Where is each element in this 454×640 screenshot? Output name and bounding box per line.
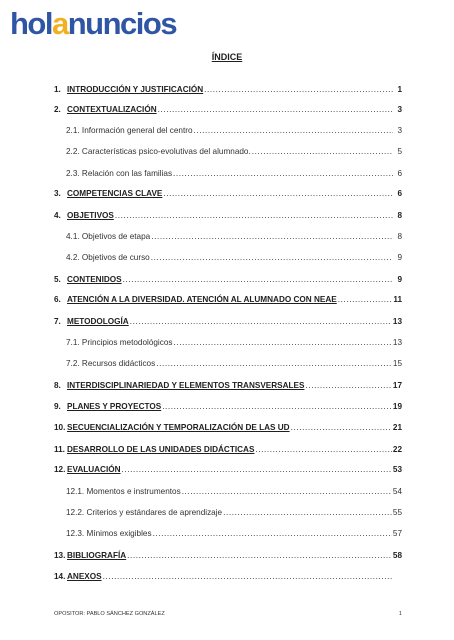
toc-entry-page: 3 — [397, 105, 402, 114]
toc-leader-dots — [162, 401, 392, 412]
toc-entry[interactable] — [54, 294, 402, 305]
toc-entry[interactable] — [54, 464, 402, 475]
toc-entry-page: 13 — [392, 317, 402, 326]
toc-entry-page: 9 — [397, 253, 402, 262]
toc-leader-dots — [163, 188, 393, 199]
toc-leader-dots — [252, 146, 393, 157]
toc-entry[interactable] — [66, 252, 402, 263]
toc-entry-page: 8 — [397, 211, 402, 220]
logo-text-accent: a — [52, 6, 68, 41]
index-title: ÍNDICE — [211, 52, 243, 62]
toc-leader-dots — [130, 316, 392, 327]
toc-leader-dots — [158, 104, 393, 115]
toc-entry-page: 57 — [392, 529, 402, 538]
toc-leader-dots — [204, 84, 393, 95]
toc-entry-label: INTRODUCCIÓN Y JUSTIFICACIÓN — [67, 85, 204, 94]
toc-entry-number: 12. — [54, 465, 66, 474]
toc-entry-number: 9. — [54, 402, 61, 411]
toc-leader-dots — [103, 571, 393, 582]
toc-entry[interactable] — [66, 146, 402, 157]
toc-entry[interactable] — [54, 84, 402, 95]
page-footer — [54, 611, 402, 617]
toc-leader-dots — [153, 528, 392, 539]
toc-entry-page: 53 — [392, 465, 402, 474]
toc-entry[interactable] — [54, 274, 402, 285]
toc-entry-page: 58 — [392, 551, 402, 560]
toc-entry-label: 2.1. Información general del centro — [66, 126, 193, 135]
toc-leader-dots — [122, 464, 392, 475]
toc-entry[interactable] — [66, 507, 402, 518]
toc-entry-label: OBJETIVOS — [67, 211, 114, 220]
toc-leader-dots — [151, 252, 393, 263]
toc-leader-dots — [174, 337, 392, 348]
toc-entry-page: 19 — [392, 402, 402, 411]
toc-entry-page: 13 — [392, 338, 402, 347]
toc-entry-label: CONTENIDOS — [67, 275, 122, 284]
toc-leader-dots — [127, 550, 392, 561]
toc-entry-page: 11 — [393, 295, 402, 304]
toc-entry-label: ATENCIÓN A LA DIVERSIDAD. ATENCIÓN AL ALUMNADO CON NEAE — [67, 295, 337, 304]
toc-entry-label: 4.1. Objetivos de etapa — [66, 232, 151, 241]
toc-entry-number: 2. — [54, 105, 61, 114]
toc-entry-label: COMPETENCIAS CLAVE — [67, 189, 163, 198]
toc-entry-label: 2.3. Relación con las familias — [66, 169, 173, 178]
toc-entry[interactable] — [54, 422, 402, 433]
toc-entry[interactable] — [66, 528, 402, 539]
toc-entry[interactable] — [54, 571, 402, 582]
toc-entry-number: 10. — [54, 423, 66, 432]
toc-leader-dots — [173, 168, 393, 179]
toc-leader-dots — [255, 444, 391, 455]
toc-entry-number: 1. — [54, 85, 61, 94]
toc-entry-page: 54 — [392, 487, 402, 496]
toc-entry-page: 9 — [397, 275, 402, 284]
toc-entry-label: 12.1. Momentos e instrumentos — [66, 487, 181, 496]
toc-entry-page: 15 — [392, 359, 402, 368]
toc-entry-label: DESARROLLO DE LAS UNIDADES DIDÁCTICAS — [67, 445, 255, 454]
toc-entry-page: 8 — [397, 232, 402, 241]
toc-entry-page: 55 — [392, 508, 402, 517]
footer-page-number: 1 — [398, 611, 402, 617]
toc-entry-label: 7.1. Principios metodológicos — [66, 338, 173, 347]
toc-entry[interactable] — [54, 444, 402, 455]
toc-entry-label: INTERDISCIPLINARIEDAD Y ELEMENTOS TRANSVERSALES — [67, 381, 305, 390]
logo-text-2: nuncios — [67, 6, 177, 41]
toc-entry[interactable] — [54, 104, 402, 115]
toc-entry[interactable] — [54, 550, 402, 561]
toc-entry-number: 14. — [54, 572, 66, 581]
toc-entry-number: 13. — [54, 551, 66, 560]
toc-entry-page: 6 — [397, 169, 402, 178]
toc-leader-dots — [194, 125, 393, 136]
toc-entry[interactable] — [66, 168, 402, 179]
toc-leader-dots — [151, 231, 393, 242]
toc-leader-dots — [338, 294, 393, 305]
toc-entry-label: 4.2. Objetivos de curso — [66, 253, 150, 262]
toc-entry[interactable] — [54, 380, 402, 391]
toc-entry-number: 3. — [54, 189, 61, 198]
toc-entry[interactable] — [54, 401, 402, 412]
toc-leader-dots — [291, 422, 392, 433]
toc-entry-label: ANEXOS — [67, 572, 102, 581]
toc-entry-label: 7.2. Recursos didácticos — [66, 359, 156, 368]
toc-entry-label: BIBLIOGRAFÍA — [67, 551, 127, 560]
toc-entry-page: 22 — [392, 445, 402, 454]
toc-entry[interactable] — [66, 125, 402, 136]
toc-entry[interactable] — [66, 337, 402, 348]
logo-text-1: hol — [10, 6, 52, 41]
toc-entry-number: 11. — [54, 445, 65, 454]
toc-entry-page: 1 — [397, 85, 402, 94]
toc-leader-dots — [305, 380, 391, 391]
toc-entry-page: 6 — [397, 189, 402, 198]
toc-entry[interactable] — [54, 316, 402, 327]
toc-leader-dots — [123, 274, 393, 285]
toc-entry-label: 12.2. Criterios y estándares de aprendizaje — [66, 508, 223, 517]
toc-entry-label: PLANES Y PROYECTOS — [67, 402, 162, 411]
toc-entry-number: 7. — [54, 317, 61, 326]
footer-author: OPOSITOR: PABLO SÁNCHEZ GONZÁLEZ — [54, 611, 165, 617]
toc-entry-number: 4. — [54, 211, 61, 220]
toc-entry-number: 6. — [54, 295, 61, 304]
toc-entry-page: 17 — [392, 381, 402, 390]
toc-entry-label: 2.2. Características psico-evolutivas del alumnado. — [66, 147, 251, 156]
toc-leader-dots — [115, 210, 393, 221]
toc-entry[interactable] — [66, 231, 402, 242]
toc-entry-page: 3 — [397, 126, 402, 135]
toc-leader-dots — [223, 507, 392, 518]
toc-entry-label: 12.3. Mínimos exigibles — [66, 529, 152, 538]
toc-entry-label: CONTEXTUALIZACIÓN — [67, 105, 157, 114]
toc-entry-number: 5. — [54, 275, 61, 284]
toc-entry[interactable] — [66, 486, 402, 497]
toc-leader-dots — [156, 358, 392, 369]
toc-entry-label: EVALUACIÓN — [67, 465, 121, 474]
toc-entry[interactable] — [66, 358, 402, 369]
toc-entry-page: 5 — [397, 147, 402, 156]
toc-entry-page: 21 — [392, 423, 402, 432]
toc-entry-number: 8. — [54, 381, 61, 390]
toc-entry-label: SECUENCIALIZACIÓN Y TEMPORALIZACIÓN DE LAS UD — [67, 423, 290, 432]
toc-entry[interactable] — [54, 210, 402, 221]
toc-entry[interactable] — [54, 188, 402, 199]
toc-entry-label: METODOLOGÍA — [67, 317, 129, 326]
toc-leader-dots — [182, 486, 392, 497]
